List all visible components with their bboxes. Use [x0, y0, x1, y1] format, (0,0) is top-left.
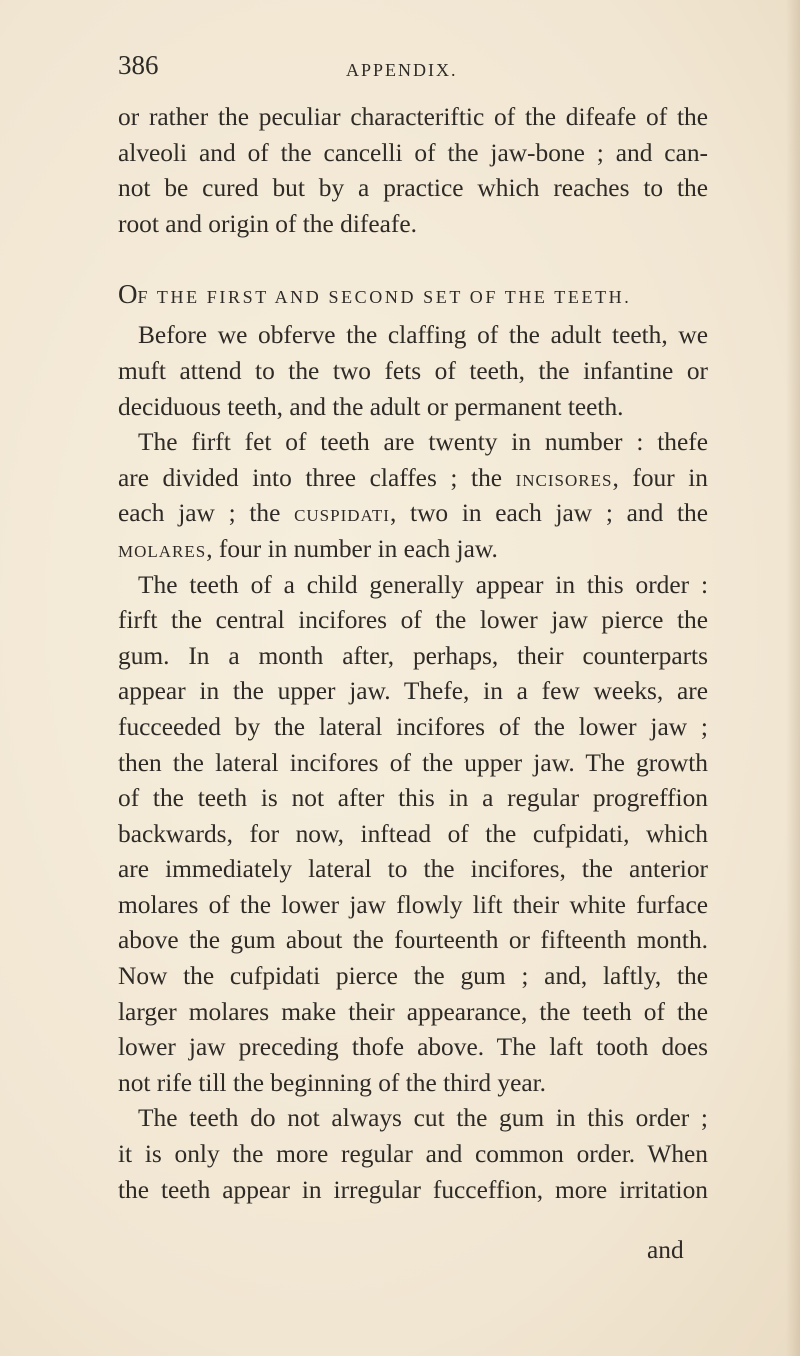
text-line: The teeth do not always cut the gum in this order ; — [138, 1104, 708, 1133]
text-line: Now the cufpidati pierce the gum ; and, laftly, the — [118, 962, 708, 991]
text-line: The firft fet of teeth are twenty in number : thefe — [138, 428, 708, 457]
text-line — [118, 496, 708, 532]
text-line: backwards, for now, inftead of the cufpidati, which — [118, 819, 708, 848]
text-line: then the lateral incifores of the upper jaw. The growth — [118, 748, 708, 777]
text-line: fucceeded by the lateral incifores of the lower jaw ; — [118, 712, 708, 741]
text-line — [118, 461, 708, 497]
term-incisores: incisores — [515, 465, 613, 492]
paragraph — [118, 1101, 708, 1208]
text-line: appear in the upper jaw. Thefe, in a few weeks, are — [118, 677, 708, 706]
text-line: above the gum about the fourteenth or fifteenth month. — [118, 926, 708, 955]
paragraph — [118, 568, 708, 1102]
section-title-initial: O — [118, 279, 138, 310]
text-line: of the teeth is not after this in a regular progreffion — [118, 784, 708, 813]
text-line: not be cured but by a practice which reaches to the — [118, 174, 708, 203]
text-line: the teeth appear in irregular fucceffion, more irritation — [118, 1175, 708, 1204]
text-line: larger molares make their appearance, the teeth of the — [118, 997, 708, 1026]
text-run: , four in — [612, 463, 708, 492]
text-run: , four in number in each jaw. — [206, 534, 498, 563]
text-line: firft the central incifores of the lower jaw pierce the — [118, 606, 708, 635]
text-line: deciduous teeth, and the adult or permanent teeth. — [118, 392, 624, 421]
text-line: The teeth of a child generally appear in this order : — [138, 570, 708, 599]
page-number: 386 — [118, 50, 159, 80]
text-run: each jaw ; the — [118, 499, 295, 528]
page-header — [118, 50, 730, 90]
paragraph — [118, 100, 708, 242]
section-title-text: F THE FIRST AND SECOND SET OF THE TEETH. — [137, 287, 632, 308]
text-line: root and origin of the difeafe. — [118, 209, 417, 238]
paragraph — [118, 318, 708, 425]
term-molares: molares — [118, 536, 207, 563]
text-run: are divided into three claffes ; the — [118, 463, 516, 492]
text-line: gum. In a month after, perhaps, their counterparts — [118, 641, 708, 670]
text-line: Before we obferve the claffing of the adult teeth, we — [138, 321, 708, 350]
text-line: muft attend to the two fets of teeth, the infantine or — [118, 356, 708, 385]
body-text — [118, 100, 708, 1208]
section-title — [118, 270, 708, 318]
text-line: or rather the peculiar characteriftic of the difeafe of the — [118, 103, 708, 131]
running-head: APPENDIX. — [346, 60, 458, 80]
text-line: it is only the more regular and common order. When — [118, 1140, 708, 1169]
text-run: , two in each jaw ; and the — [389, 499, 708, 528]
term-cuspidati: cuspidati — [294, 501, 390, 528]
paragraph — [118, 425, 708, 567]
text-line: are immediately lateral to the incifores, the anterior — [118, 855, 708, 884]
text-line: lower jaw preceding thofe above. The laft tooth does — [118, 1033, 708, 1062]
text-line: molares of the lower jaw flowly lift their white furface — [118, 890, 708, 919]
catchword: and — [647, 1236, 684, 1264]
text-line — [118, 532, 708, 568]
page-edge-shadow — [786, 0, 800, 1356]
text-line: not rife till the beginning of the third year. — [118, 1068, 547, 1097]
text-line: alveoli and of the cancelli of the jaw-bone ; and can- — [118, 138, 708, 167]
